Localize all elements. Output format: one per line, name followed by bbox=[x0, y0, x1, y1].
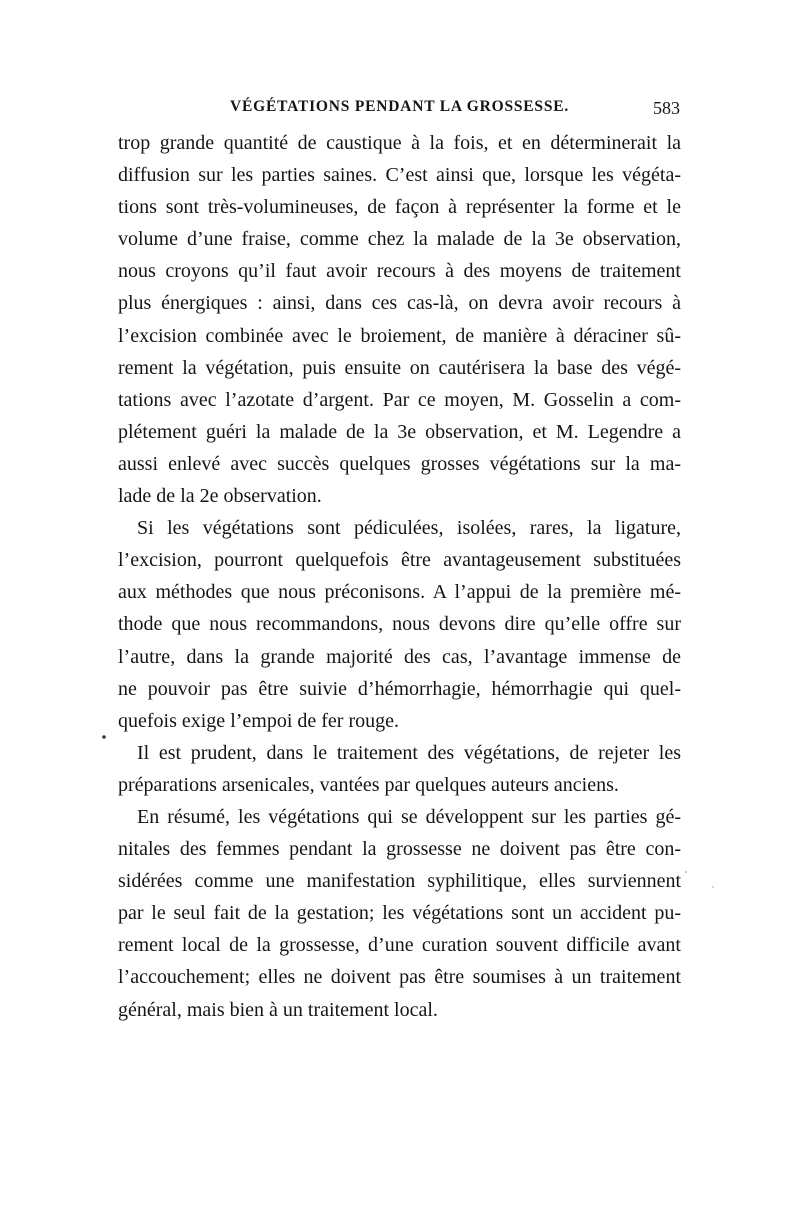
ink-speck bbox=[712, 886, 713, 887]
paragraph-3 bbox=[118, 737, 681, 801]
text-line: Il est prudent, dans le traitement des végétations, de rejeter les bbox=[137, 741, 681, 764]
text-line: l’autre, dans la grande majorité des cas, l’avantage immense de bbox=[118, 645, 681, 668]
text-line: lade de la 2e observation. bbox=[118, 485, 322, 508]
running-head bbox=[118, 98, 680, 122]
running-title: VÉGÉTATIONS PENDANT LA GROSSESSE. bbox=[230, 98, 570, 115]
text-line: plétement guéri la malade de la 3e observation, et M. Legendre a bbox=[118, 420, 681, 443]
text-line: tations avec l’azotate d’argent. Par ce moyen, M. Gosselin a com- bbox=[118, 388, 681, 411]
text-line: l’accouchement; elles ne doivent pas être soumises à un traitement bbox=[118, 966, 681, 989]
text-line: En résumé, les végétations qui se développent sur les parties gé- bbox=[137, 805, 681, 828]
text-line: thode que nous recommandons, nous devons dire qu’elle offre sur bbox=[118, 613, 681, 636]
ink-speck bbox=[685, 871, 687, 873]
ink-speck bbox=[102, 735, 106, 739]
paragraph-4 bbox=[118, 801, 681, 1026]
text-line: rement la végétation, puis ensuite on cautérisera la base des végé- bbox=[118, 356, 681, 379]
text-line: volume d’une fraise, comme chez la malade de la 3e observation, bbox=[118, 228, 681, 251]
text-line: trop grande quantité de caustique à la fois, et en déterminerait la bbox=[118, 132, 681, 154]
body-text bbox=[118, 127, 681, 1026]
text-line: nitales des femmes pendant la grossesse ne doivent pas être con- bbox=[118, 838, 681, 861]
text-line: aux méthodes que nous préconisons. A l’appui de la première mé- bbox=[118, 581, 681, 604]
text-line: général, mais bien à un traitement local. bbox=[118, 998, 438, 1021]
text-line: diffusion sur les parties saines. C’est ainsi que, lorsque les végéta- bbox=[118, 164, 681, 187]
paragraph-2 bbox=[118, 512, 681, 737]
text-line: aussi enlevé avec succès quelques grosses végétations sur la ma- bbox=[118, 452, 681, 475]
text-line: rement local de la grossesse, d’une curation souvent difficile avant bbox=[118, 934, 681, 957]
text-line: préparations arsenicales, vantées par quelques auteurs anciens. bbox=[118, 773, 619, 796]
text-line: tions sont très-volumineuses, de façon à représenter la forme et le bbox=[118, 196, 681, 219]
text-line: nous croyons qu’il faut avoir recours à des moyens de traitement bbox=[118, 260, 681, 283]
text-line: plus énergiques : ainsi, dans ces cas-là, on devra avoir recours à bbox=[118, 292, 681, 315]
text-line: sidérées comme une manifestation syphilitique, elles surviennent bbox=[118, 870, 681, 893]
text-line: l’excision, pourront quelquefois être avantageusement substituées bbox=[118, 549, 681, 572]
paragraph-1 bbox=[118, 127, 681, 512]
text-line: ne pouvoir pas être suivie d’hémorrhagie, hémorrhagie qui quel- bbox=[118, 677, 681, 700]
text-line: l’excision combinée avec le broiement, de manière à déraciner sû- bbox=[118, 324, 681, 347]
text-line: par le seul fait de la gestation; les végétations sont un accident pu- bbox=[118, 902, 681, 925]
text-line: Si les végétations sont pédiculées, isolées, rares, la ligature, bbox=[137, 517, 681, 540]
page-number: 583 bbox=[653, 98, 680, 118]
text-line: quefois exige l’empoi de fer rouge. bbox=[118, 709, 400, 732]
